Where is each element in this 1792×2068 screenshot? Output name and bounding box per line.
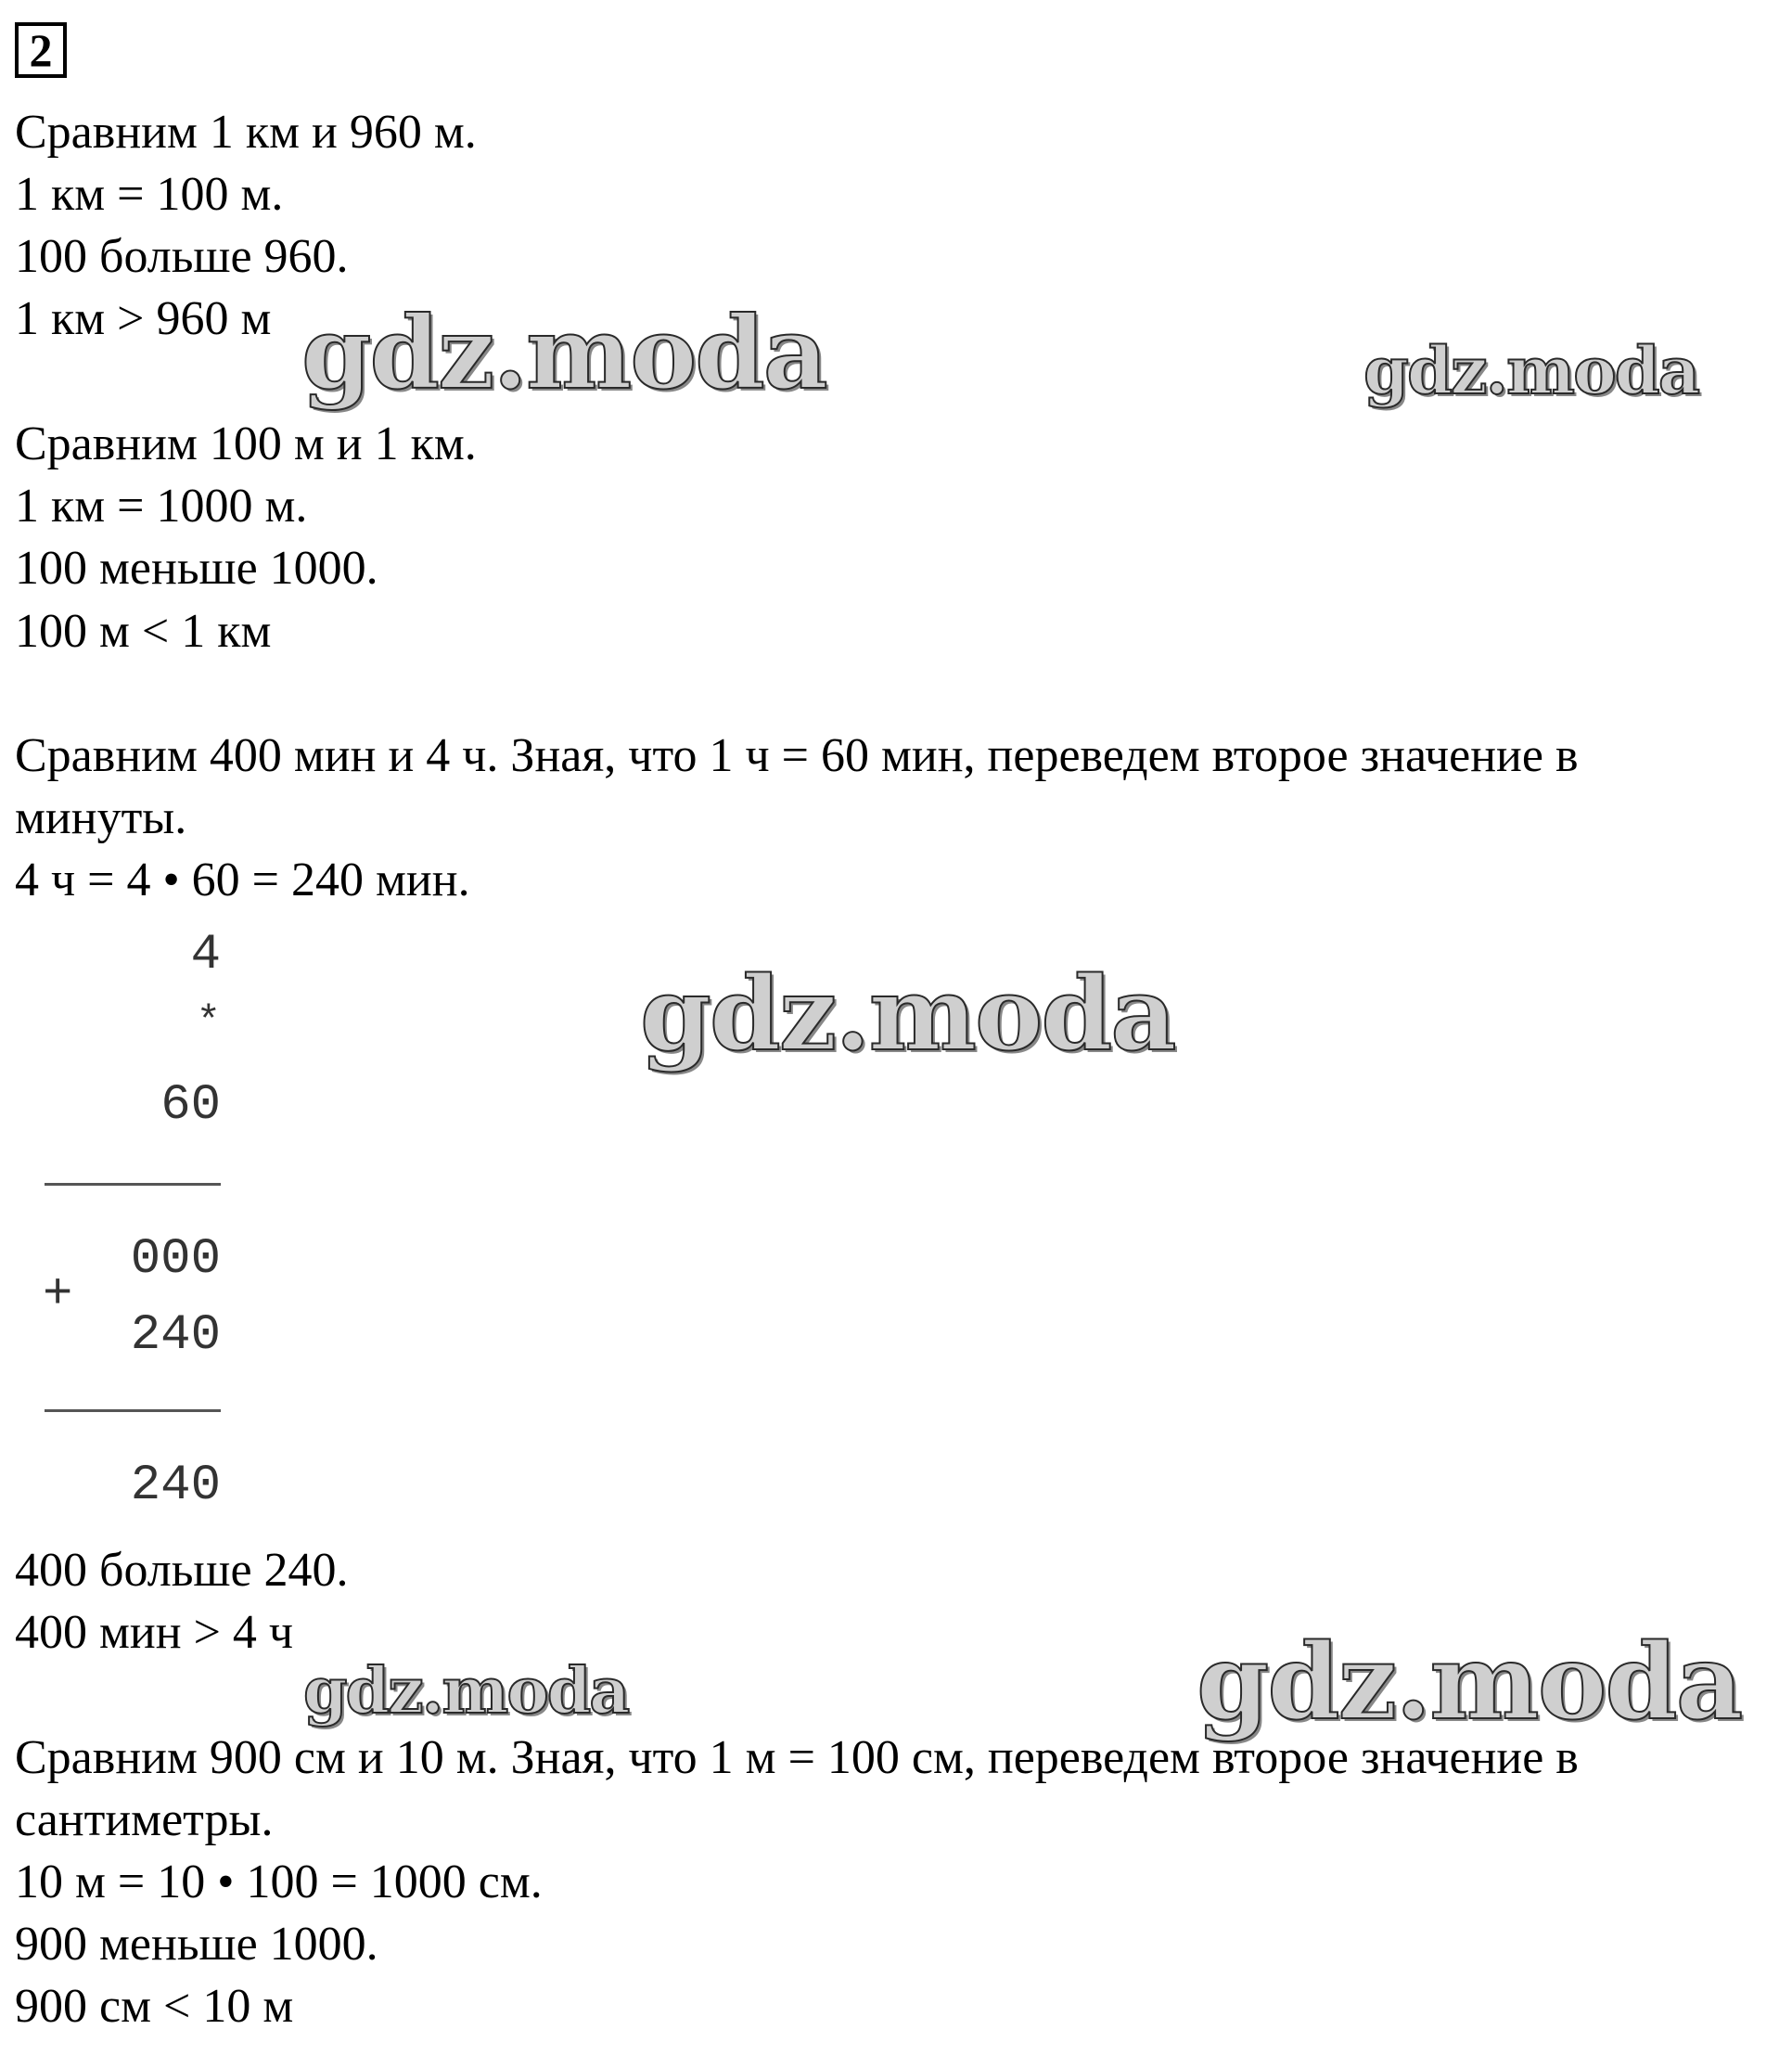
text-line: Сравним 100 м и 1 км. xyxy=(15,417,477,470)
watermark: gdz.moda xyxy=(1363,332,1699,409)
watermark: gdz.moda xyxy=(303,1654,629,1728)
text-line: Сравним 1 км и 960 м. xyxy=(15,106,477,159)
text-line: 100 меньше 1000. xyxy=(15,542,378,595)
calc-plus-sign: + xyxy=(43,1266,73,1323)
text-line: сантиметры. xyxy=(15,1793,274,1846)
calc-rule-2 xyxy=(45,1409,221,1412)
calc-result: 240 xyxy=(130,1458,221,1514)
text-line: 400 мин > 4 ч xyxy=(15,1606,294,1659)
calc-partial-1: 000 xyxy=(130,1231,221,1288)
calc-operator: * xyxy=(196,999,221,1046)
calc-multiplicand: 4 xyxy=(190,927,221,983)
text-line: 900 меньше 1000. xyxy=(15,1918,378,1971)
watermark: gdz.moda xyxy=(1197,1622,1742,1743)
text-line: 400 больше 240. xyxy=(15,1544,349,1597)
text-line: 1 км > 960 м xyxy=(15,292,272,345)
text-line: 100 больше 960. xyxy=(15,230,349,283)
watermark: gdz.moda xyxy=(640,954,1175,1073)
text-line: минуты. xyxy=(15,791,187,844)
text-line: 10 м = 10 • 100 = 1000 см. xyxy=(15,1856,543,1908)
watermark: gdz.moda xyxy=(301,295,826,412)
calc-multiplier: 60 xyxy=(160,1077,221,1134)
text-line: 1 км = 100 м. xyxy=(15,168,284,221)
text-line: Сравним 400 мин и 4 ч. Зная, что 1 ч = 60 мин, переведем второе значение в xyxy=(15,729,1579,782)
task-number: 2 xyxy=(15,22,67,78)
text-line: 900 см < 10 м xyxy=(15,1980,294,2033)
calc-rule-1 xyxy=(45,1183,221,1186)
text-line: 1 км = 1000 м. xyxy=(15,480,308,533)
text-line: 100 м < 1 км xyxy=(15,605,272,658)
text-line: 4 ч = 4 • 60 = 240 мин. xyxy=(15,854,470,906)
calc-partial-2: 240 xyxy=(130,1307,221,1364)
text-line: Сравним 900 см и 10 м. Зная, что 1 м = 100 см, переведем второе значение в xyxy=(15,1731,1579,1784)
